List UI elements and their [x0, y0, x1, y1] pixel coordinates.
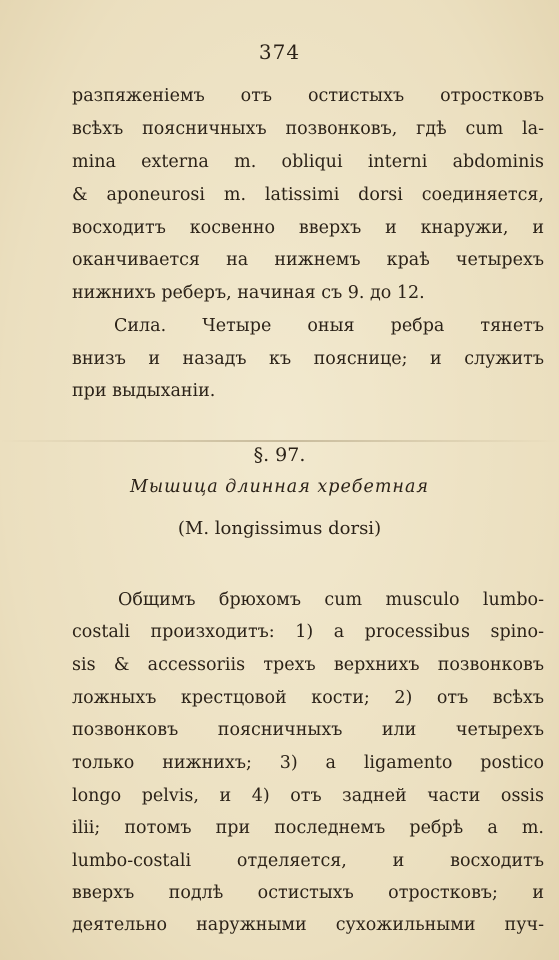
text-line: вверхъ подлѣ остистыхъ отростковъ; и: [72, 883, 544, 903]
text-line: восходитъ косвенно вверхъ и кнаружи, и: [72, 218, 544, 238]
text-line: mina externa m. obliqui interni abdominis: [72, 152, 544, 172]
text-line: только нижнихъ; 3) a ligamento postico: [72, 753, 544, 773]
text-line: оканчивается на нижнемъ краѣ четырехъ: [72, 250, 544, 270]
text-line: Общимъ брюхомъ cum musculo lumbo-: [118, 590, 544, 610]
text-line: деятельно наружными сухожильными пуч-: [72, 915, 544, 935]
text-line: при выдыханіи.: [72, 381, 216, 401]
text-line: нижнихъ реберъ, начиная съ 9. до 12.: [72, 283, 425, 303]
text-line: lumbo-costali отделяется, и восходитъ: [72, 851, 544, 871]
section-number: §. 97.: [253, 444, 306, 466]
text-line: sis & accessoriis трехъ верхнихъ позвонковъ: [72, 655, 544, 675]
section-title: Мышица длинная хребетная: [130, 477, 429, 497]
text-line: позвонковъ поясничныхъ или четырехъ: [72, 720, 544, 740]
text-line: всѣхъ поясничныхъ позвонковъ, гдѣ cum la-: [72, 119, 544, 139]
page-fold-line: [0, 440, 559, 442]
text-line: внизъ и назадъ къ пояснице; и служитъ: [72, 349, 544, 369]
text-line: & aponeurosi m. latissimi dorsi соединяется,: [72, 185, 544, 205]
text-line: ilii; потомъ при последнемъ ребрѣ a m.: [72, 818, 544, 838]
text-line: Сила. Четыре оныя ребра тянетъ: [114, 316, 544, 336]
text-line: costali произходитъ: 1) a processibus spino-: [72, 622, 544, 642]
text-line: longo pelvis, и 4) отъ задней части ossis: [72, 786, 544, 806]
page-number: 374: [258, 40, 301, 64]
text-line: ложныхъ крестцовой кости; 2) отъ всѣхъ: [72, 688, 544, 708]
section-latin-name: (M. longissimus dorsi): [177, 518, 382, 539]
text-line: разпяженіемъ отъ остистыхъ отростковъ: [72, 86, 544, 106]
